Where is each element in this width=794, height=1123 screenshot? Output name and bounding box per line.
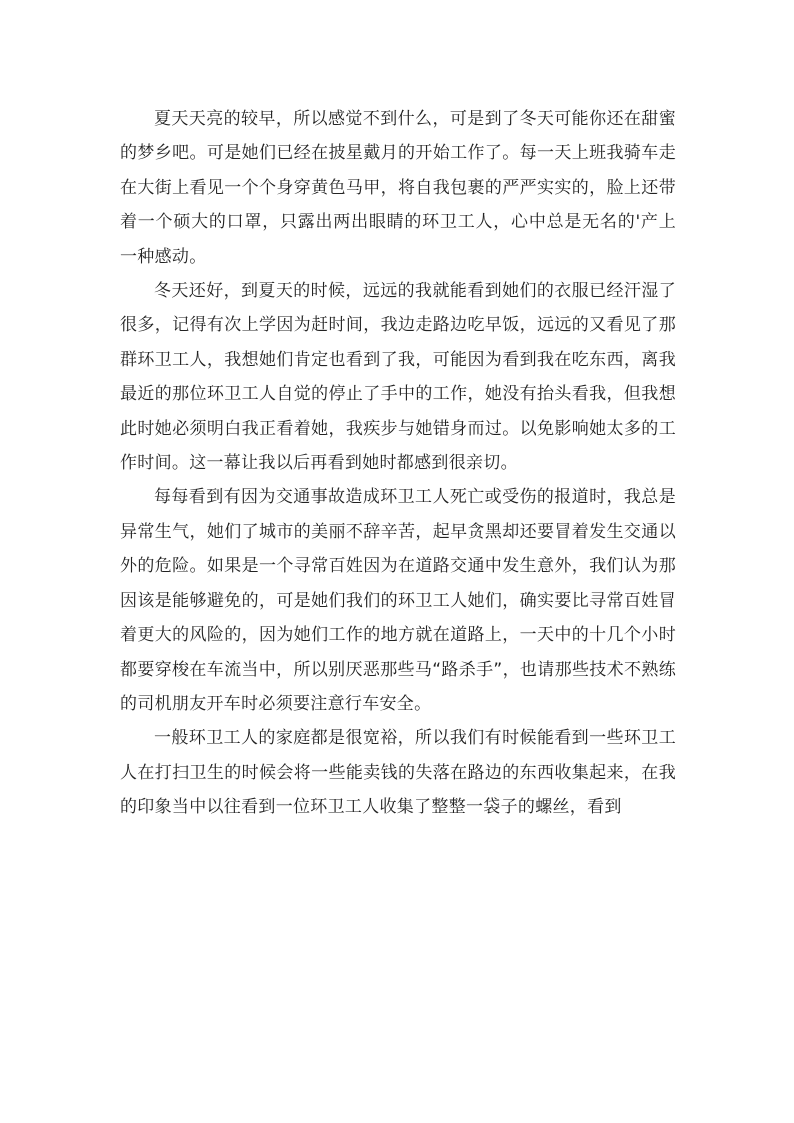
paragraph-2: 冬天还好，到夏天的时候，远远的我就能看到她们的衣服已经汗湿了很多，记得有次上学因为赶时间，我边走路边吃早饭，远远的又看见了那群环卫工人，我想她们肯定也看到了我，可能因为看到我在吃东西，离我最近的那位环卫工人自觉的停止了手中的工作，她没有抬头看我，但我想此时她必须明白我正看着她，我疾步与她错身而过。以免影响她太多的工作时间。这一幕让我以后再看到她时都感到很亲切。 bbox=[120, 281, 676, 474]
document-body bbox=[120, 102, 676, 825]
paragraph-4: 一般环卫工人的家庭都是很宽裕，所以我们有时候能看到一些环卫工人在打扫卫生的时候会将一些能卖钱的失落在路边的东西收集起来，在我的印象当中以往看到一位环卫工人收集了整整一袋子的螺丝，看到 bbox=[120, 728, 676, 818]
paragraph-3: 每每看到有因为交通事故造成环卫工人死亡或受伤的报道时，我总是异常生气，她们了城市的美丽不辞辛苦，起早贪黑却还要冒着发生交通以外的危险。如果是一个寻常百姓因为在道路交通中发生意外，我们认为那因该是能够避免的，可是她们我们的环卫工人她们，确实要比寻常百姓冒着更大的风险的，因为她们工作的地方就在道路上，一天中的十几个小时都要穿梭在车流当中，所以别厌恶那些马“路杀手”，也请那些技术不熟练的司机朋友开车时必须要注意行车安全。 bbox=[120, 487, 676, 714]
paragraph-1: 夏天天亮的较早，所以感觉不到什么，可是到了冬天可能你还在甜蜜的梦乡吧。可是她们已经在披星戴月的开始工作了。每一天上班我骑车走在大街上看见一个个身穿黄色马甲，将自我包裹的严严实实的，脸上还带着一个硕大的口罩，只露出两出眼睛的环卫工人，心中总是无名的'产上一种感动。 bbox=[120, 109, 676, 267]
